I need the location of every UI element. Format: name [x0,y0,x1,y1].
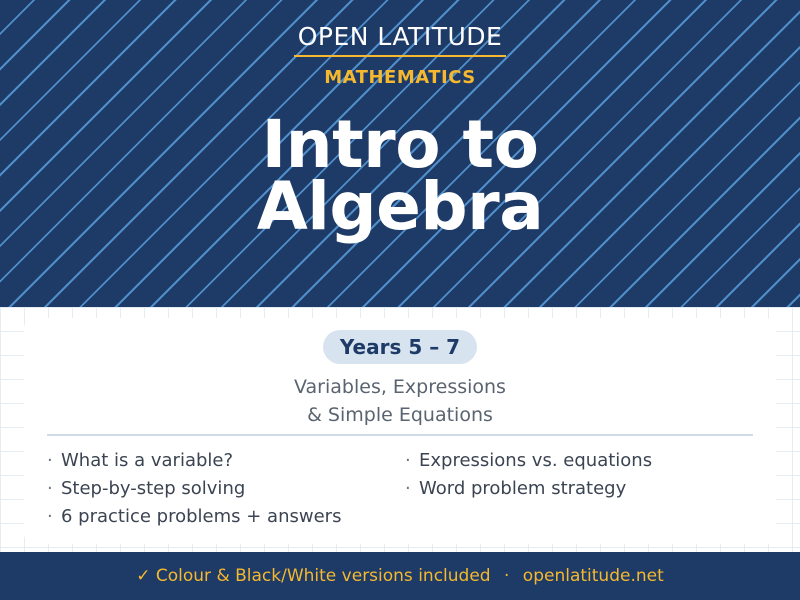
check-icon: ✓ [136,566,151,586]
grade-badge: Years 5 – 7 [323,330,477,364]
divider [47,434,753,436]
versions-note: Colour & Black/White versions included [155,566,491,586]
list-item-label: Word problem strategy [419,478,627,499]
list-item-label: 6 practice problems + answers [61,506,342,527]
title-line-1: Intro to [261,106,539,183]
list-item [47,447,341,475]
page-title [0,106,800,245]
list-item-label: What is a variable? [61,450,234,471]
subtitle-line-1: Variables, Expressions [294,376,506,398]
topic-list-right [405,447,652,503]
topic-list-left [47,447,341,531]
bullet-icon: · [405,478,411,499]
footer-bar [0,552,800,600]
website-link[interactable]: openlatitude.net [522,566,664,586]
list-item [47,475,341,503]
title-line-2: Algebra [256,168,544,245]
brand-name: OPEN LATITUDE [294,21,507,57]
bullet-icon: · [405,450,411,471]
bullet-icon: · [47,450,53,471]
bullet-icon: · [47,506,53,527]
subject-label: MATHEMATICS [324,67,476,88]
subtitle-line-2: & Simple Equations [307,404,493,426]
brand [0,21,800,57]
list-item [405,475,652,503]
list-item [47,503,341,531]
footer-separator: · [503,566,510,586]
bullet-icon: · [47,478,53,499]
subtitle [0,373,800,429]
list-item-label: Expressions vs. equations [419,450,653,471]
list-item [405,447,652,475]
list-item-label: Step-by-step solving [61,478,246,499]
